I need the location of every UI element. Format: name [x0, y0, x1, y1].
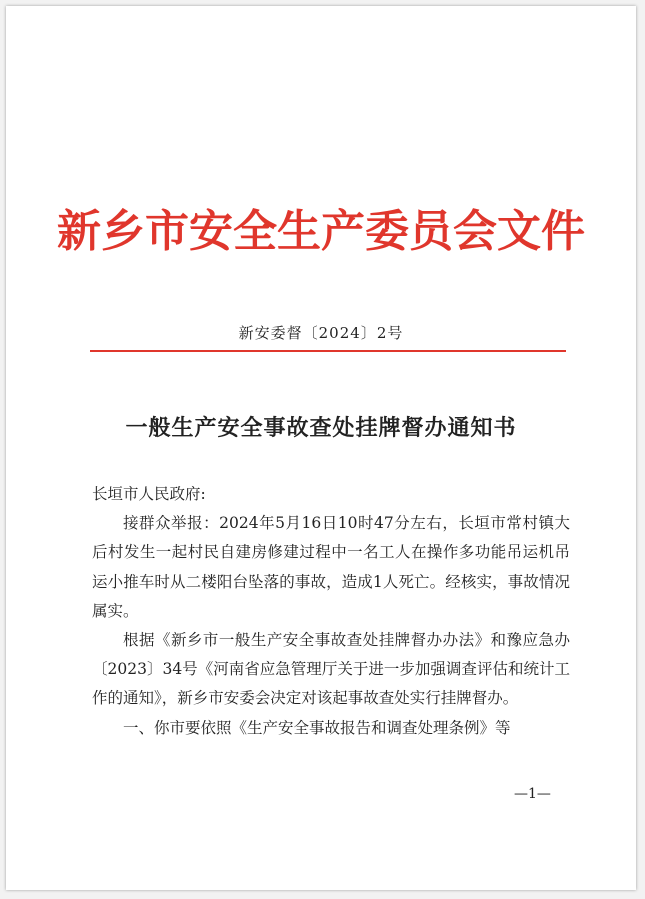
paragraph-basis: 根据《新乡市一般生产安全事故查处挂牌督办办法》和豫应急办〔2023〕34号《河南省应急管理厅关于进一步加强调查评估和统计工作的通知》，新乡市安委会决定对该起事故查处实行挂牌督办。: [92, 631, 570, 708]
document-number: 新安委督〔2024〕2号: [238, 324, 404, 342]
notice-title: 一般生产安全事故查处挂牌督办通知书: [125, 415, 517, 441]
paragraph-item-one: 一、你市要依照《生产安全事故报告和调查处理条例》等: [123, 718, 511, 737]
document-page: [6, 6, 636, 890]
document-body: [92, 480, 570, 743]
salutation: 长垣市人民政府:: [92, 485, 206, 503]
red-divider-line: [90, 350, 566, 352]
issuer-header-title: 新乡市安全生产委员会文件: [57, 206, 585, 257]
paragraph-incident: 接群众举报：2024年5月16日10时47分左右，长垣市常村镇大后村发生一起村民自建房修建过程中一名工人在操作多功能吊运机吊运小推车时从二楼阳台坠落的事故，造成1人死亡。经核实，事故情况属实。: [92, 514, 570, 620]
page-number: —1—: [514, 786, 551, 802]
